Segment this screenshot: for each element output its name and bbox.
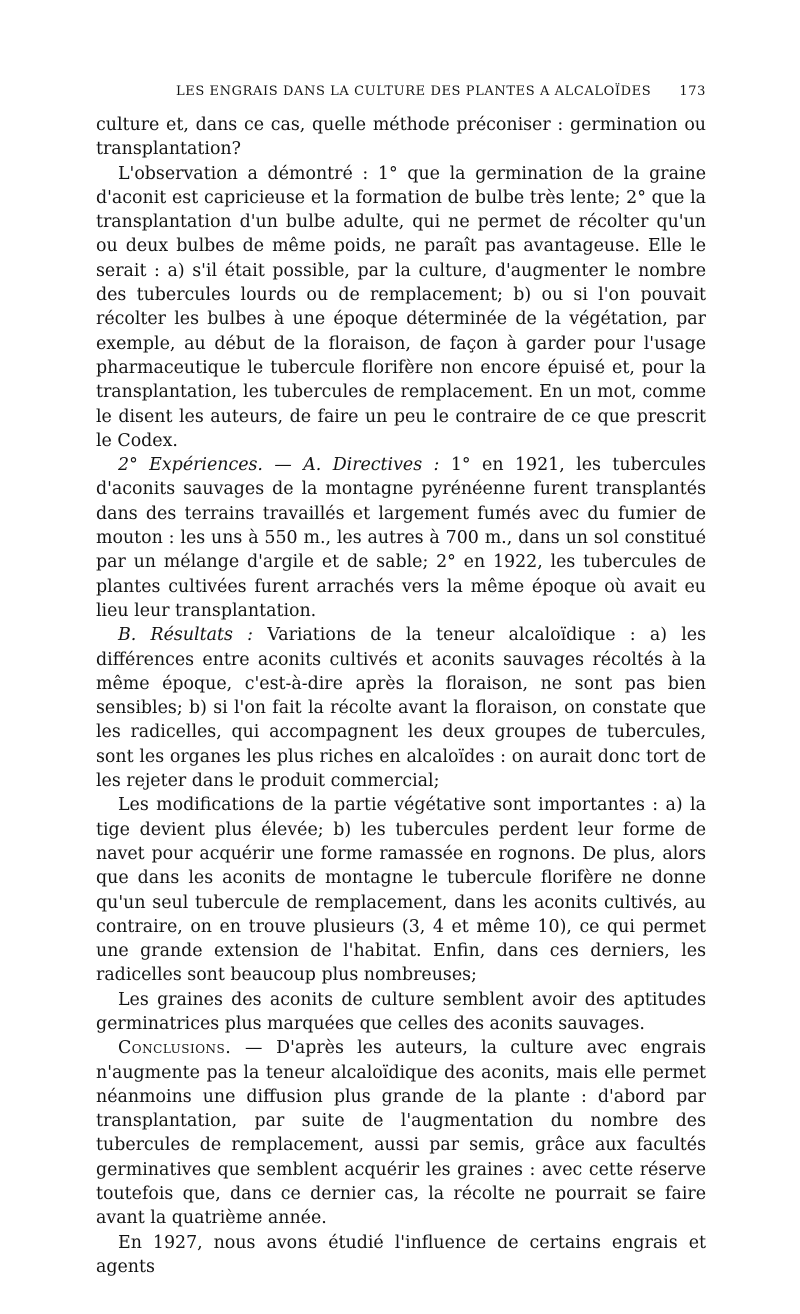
running-header bbox=[176, 84, 706, 99]
paragraph-results bbox=[96, 623, 706, 793]
body-text bbox=[96, 113, 706, 1279]
results-lead: B. Résultats : bbox=[118, 625, 253, 646]
document-page bbox=[96, 84, 706, 1279]
conclusions-text: D'après les auteurs, la culture avec engrais n'augmente pas la teneur alcaloïdique des aconits, mais elle permet néanmoins une diffusion plus grande de la plante : d'abord par transplantation, par suite de l'augmentation du nombre des tubercules de remplacement, aussi par semis, grâce aux facultés germinatives que semblent acquérir les graines : avec cette réserve toutefois que, dans ce dernier cas, la récolte ne pourrait se faire avant la quatrième année. bbox=[96, 1038, 706, 1229]
paragraph-observation: L'observation a démontré : 1° que la germination de la graine d'aconit est capricieuse et la formation de bulbe très lente; 2° que la transplantation d'un bulbe adulte, qui ne permet de récolter qu'un ou deux bulbes de même poids, ne paraît pas avantageuse. Elle le serait : a) s'il était possible, par la culture, d'augmenter le nombre des tubercules lourds ou de remplacement; b) ou si l'on pouvait récolter les bulbes à une époque déterminée de la végétation, par exemple, au début de la floraison, de façon à garder pour l'usage pharmaceutique le tubercule florifère non encore épuisé et, pour la transplantation, les tubercules de remplacement. En un mot, comme le disent les auteurs, de faire un peu le contraire de ce que prescrit le Codex. bbox=[96, 163, 706, 451]
conclusions-lead: Conclusions. — bbox=[118, 1038, 263, 1059]
page-number: 173 bbox=[679, 84, 706, 99]
running-title: LES ENGRAIS DANS LA CULTURE DES PLANTES A ALCALOÏDES bbox=[176, 84, 652, 99]
experiences-text: 1° en 1921, les tubercules d'aconits sauvages de la montagne pyrénéenne furent transplantés dans des terrains travaillés et largement fumés avec du fumier de mouton : les uns à 550 m., les autres à 700 m., dans un sol constitué par un mélange d'argile et de sable; 2° en 1922, les tubercules de plantes cultivées furent arrachés vers la même époque où avait eu lieu leur transplantation. bbox=[96, 455, 706, 621]
paragraph-seeds: Les graines des aconits de culture semblent avoir des aptitudes germinatrices plus marquées que celles des aconits sauvages. bbox=[96, 989, 706, 1034]
experiences-lead: 2° Expériences. — A. Directives : bbox=[118, 455, 440, 476]
paragraph-experiences bbox=[96, 453, 706, 623]
paragraph-1927: En 1927, nous avons étudié l'influence de certains engrais et agents bbox=[96, 1232, 706, 1277]
paragraph-conclusions bbox=[96, 1036, 706, 1230]
results-text: Variations de la teneur alcaloïdique : a) les différences entre aconits cultivés et aconits sauvages récoltés à la même époque, c'est-à-dire après la floraison, ne sont pas bien sensibles; b) si l'on fait la récolte avant la floraison, on constate que les radicelles, qui accompagnent les deux groupes de tubercules, sont les organes les plus riches en alcaloïdes : on aurait donc tort de les rejeter dans le produit commercial; bbox=[96, 625, 706, 792]
paragraph-continuation: culture et, dans ce cas, quelle méthode préconiser : germination ou transplantation? bbox=[96, 115, 706, 160]
paragraph-modifications: Les modifications de la partie végétative sont importantes : a) la tige devient plus élevée; b) les tubercules perdent leur forme de navet pour acquérir une forme ramassée en rognons. De plus, alors que dans les aconits de montagne le tubercule florifère ne donne qu'un seul tubercule de remplacement, dans les aconits cultivés, au contraire, on en trouve plusieurs (3, 4 et même 10), ce qui permet une grande extension de l'habitat. Enfin, dans ces derniers, les radicelles sont beaucoup plus nombreuses; bbox=[96, 795, 706, 986]
